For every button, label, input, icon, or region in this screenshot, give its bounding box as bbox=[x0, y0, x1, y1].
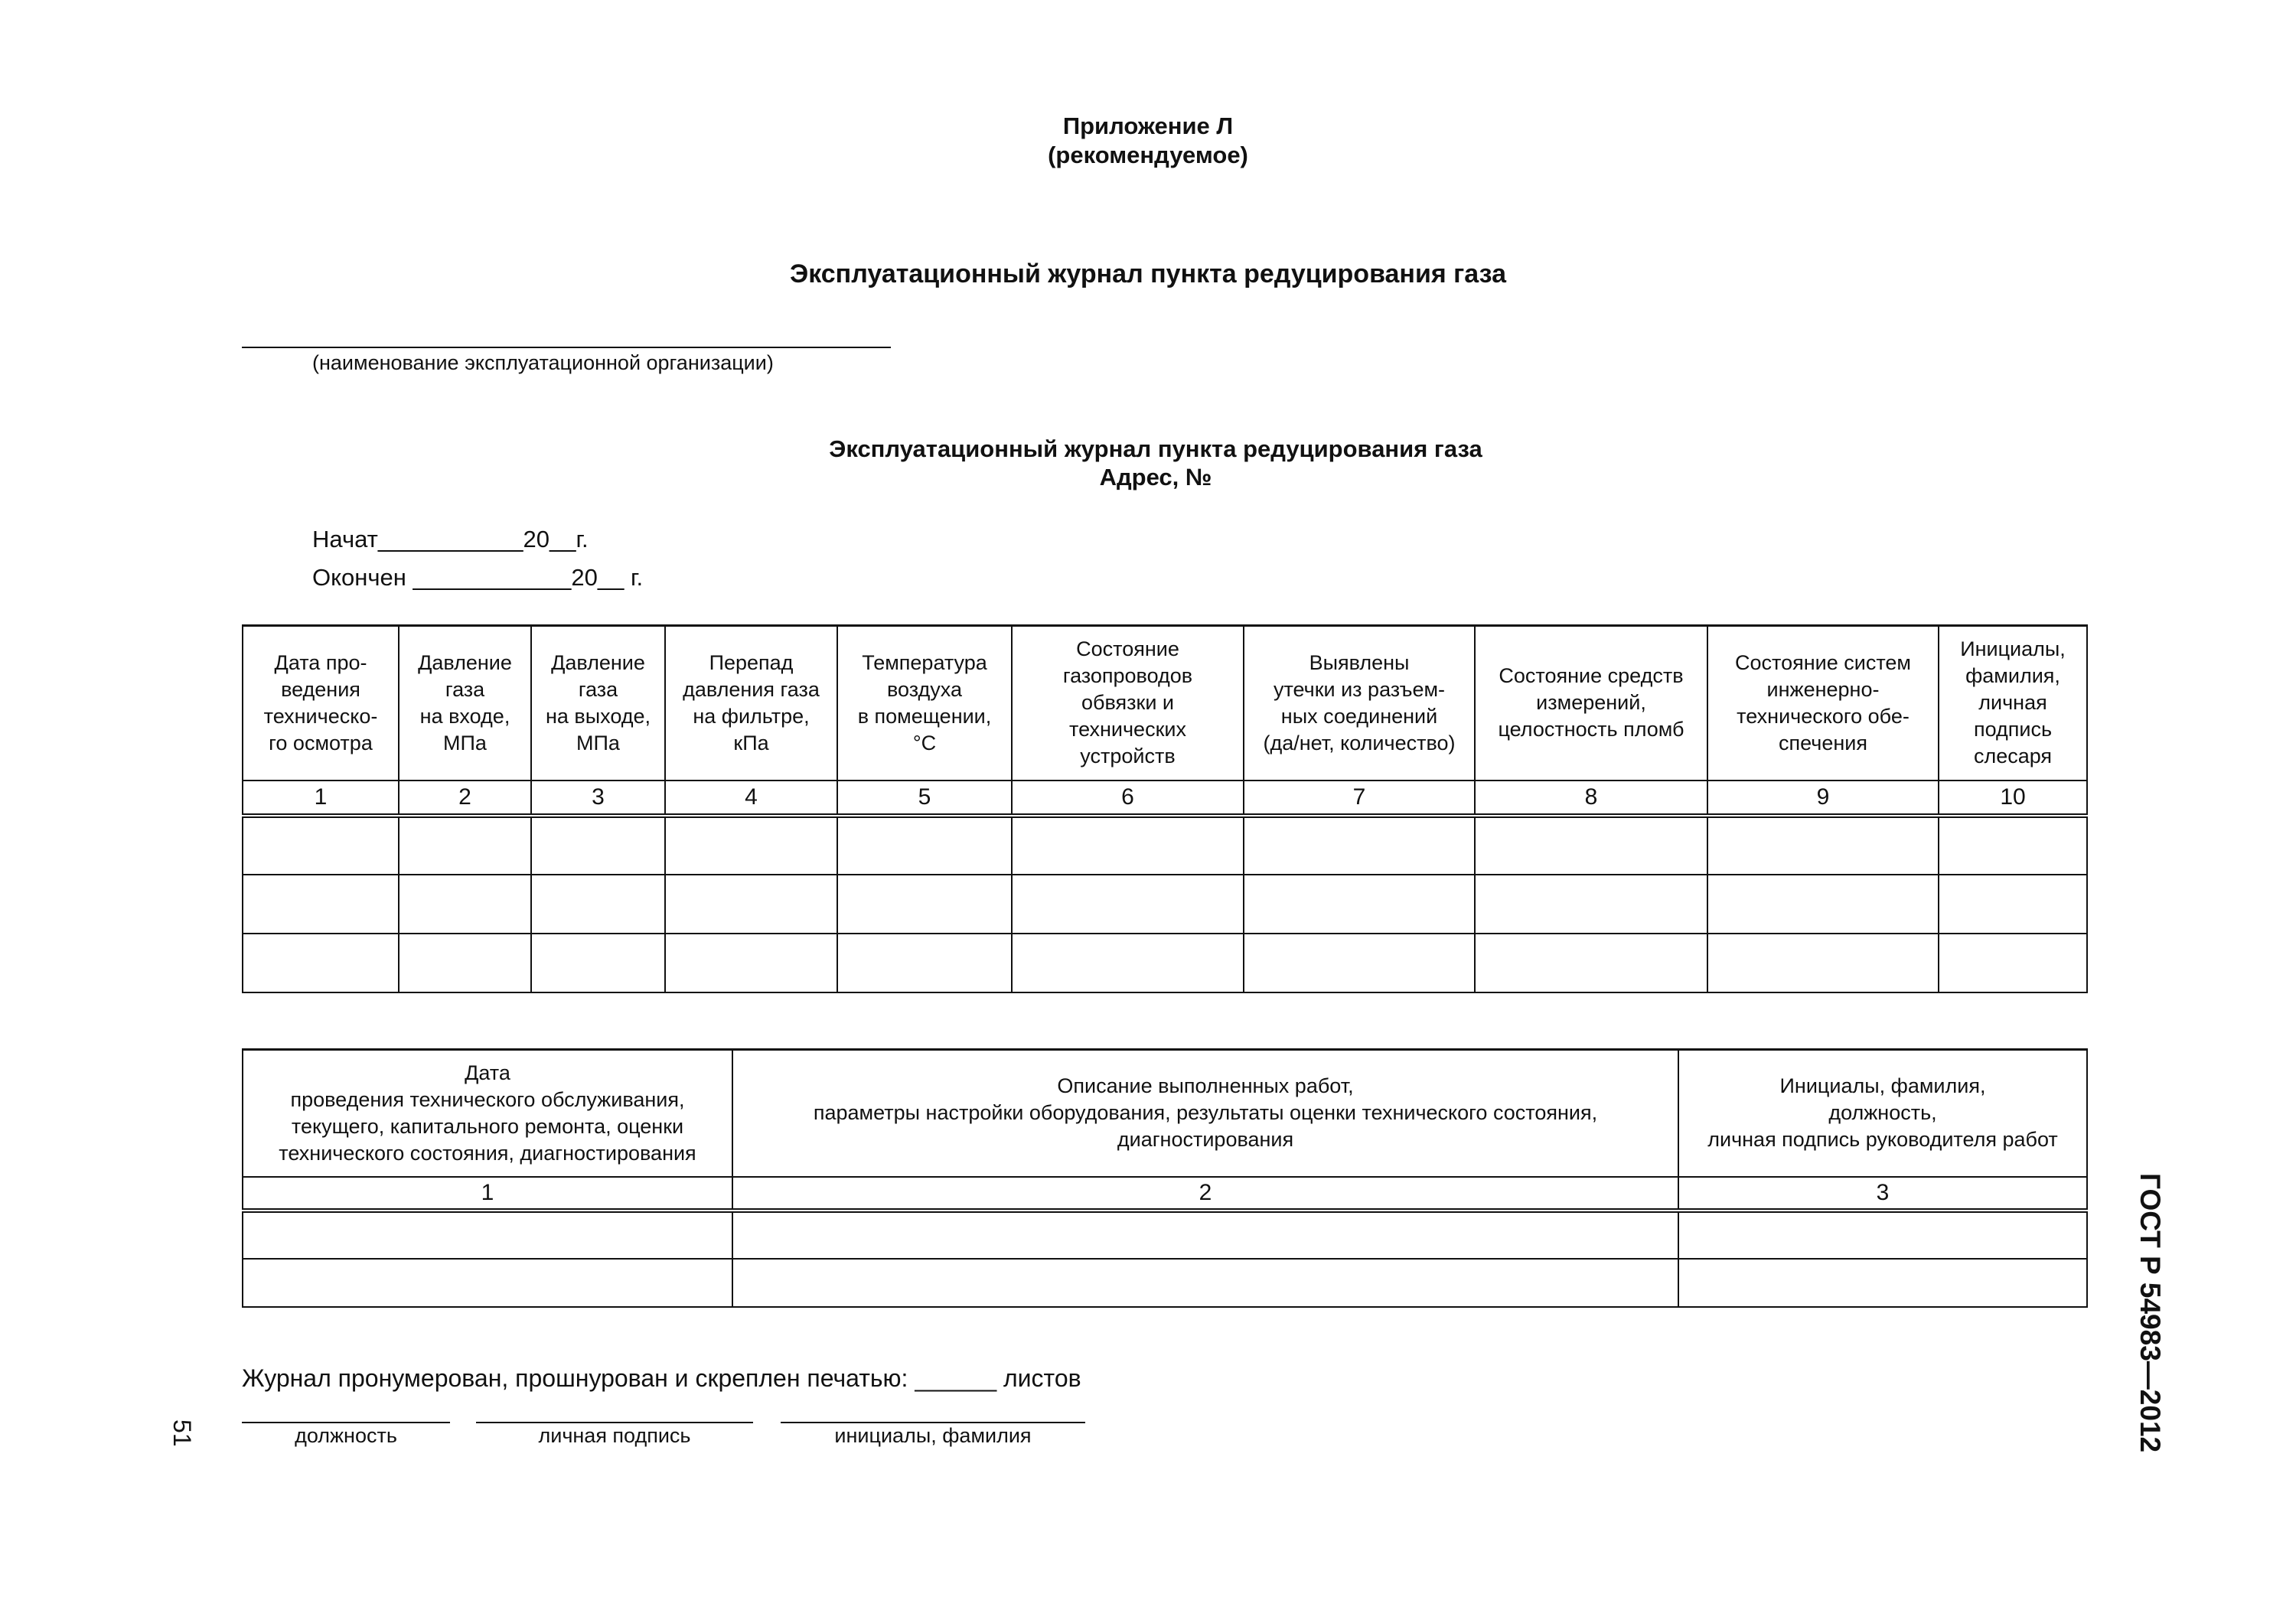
journal-address: Адрес, № bbox=[1099, 464, 1212, 490]
inspection-log-table bbox=[242, 624, 2088, 993]
header-work-description: Описание выполненных работ, параметры настройки оборудования, результаты оценки технического состояния, диагностирования bbox=[732, 1050, 1678, 1177]
table-cell[interactable] bbox=[1707, 875, 1939, 934]
header-engineering-systems: Состояние систем инженерно- технического обе- спечения bbox=[1707, 626, 1939, 781]
table-cell[interactable] bbox=[665, 934, 837, 992]
column-number: 7 bbox=[1244, 781, 1475, 816]
journal-heading bbox=[8, 435, 2296, 491]
table-cell[interactable] bbox=[399, 816, 531, 875]
table-cell[interactable] bbox=[837, 816, 1012, 875]
appendix-label: Приложение Л bbox=[1062, 112, 1234, 139]
table-cell[interactable] bbox=[837, 875, 1012, 934]
journal-started-line: Начат___________20__г. bbox=[312, 526, 589, 552]
table-cell[interactable] bbox=[243, 934, 399, 992]
appendix-heading bbox=[0, 112, 2296, 170]
column-number: 1 bbox=[243, 1177, 732, 1211]
signature-caption: личная подпись bbox=[538, 1424, 691, 1447]
organization-name-line bbox=[242, 347, 891, 348]
numbering-statement: Журнал пронумерован, прошнурован и скреплен печатью: ______ листов bbox=[242, 1364, 1081, 1392]
table-cell[interactable] bbox=[243, 816, 399, 875]
column-number: 3 bbox=[1678, 1177, 2087, 1211]
table-row bbox=[243, 1259, 2087, 1307]
position-caption: должность bbox=[295, 1424, 397, 1447]
table-cell[interactable] bbox=[1939, 816, 2087, 875]
header-pipeline-condition: Состояние газопроводов обвязки и технических устройств bbox=[1012, 626, 1244, 781]
column-number: 9 bbox=[1707, 781, 1939, 816]
table-cell[interactable] bbox=[665, 816, 837, 875]
column-number: 4 bbox=[665, 781, 837, 816]
column-number: 6 bbox=[1012, 781, 1244, 816]
column-number: 2 bbox=[399, 781, 531, 816]
table-cell[interactable] bbox=[243, 1259, 732, 1307]
column-number: 3 bbox=[531, 781, 665, 816]
table-cell[interactable] bbox=[243, 875, 399, 934]
table-cell[interactable] bbox=[531, 934, 665, 992]
table-cell[interactable] bbox=[1012, 816, 1244, 875]
table-cell[interactable] bbox=[1678, 1259, 2087, 1307]
position-signature-line[interactable] bbox=[242, 1422, 450, 1423]
column-number: 5 bbox=[837, 781, 1012, 816]
table-cell[interactable] bbox=[1475, 816, 1707, 875]
maintenance-log-table bbox=[242, 1048, 2088, 1308]
table-cell[interactable] bbox=[1475, 875, 1707, 934]
header-detected-leaks: Выявлены утечки из разъем- ных соединений (да/нет, количество) bbox=[1244, 626, 1475, 781]
personal-signature-line[interactable] bbox=[476, 1422, 753, 1423]
table-cell[interactable] bbox=[1012, 934, 1244, 992]
page-title: Эксплуатационный журнал пункта редуцирования газа bbox=[790, 259, 1506, 288]
table-cell[interactable] bbox=[665, 875, 837, 934]
table-cell[interactable] bbox=[1244, 934, 1475, 992]
header-measurement-condition: Состояние средств измерений, целостность пломб bbox=[1475, 626, 1707, 781]
header-room-temperature: Температура воздуха в помещении, °С bbox=[837, 626, 1012, 781]
table-cell[interactable] bbox=[1707, 816, 1939, 875]
table-cell[interactable] bbox=[1244, 816, 1475, 875]
standard-code: ГОСТ Р 54983—2012 bbox=[2135, 1173, 2166, 1453]
journal-finished-line: Окончен ____________20__ г. bbox=[312, 564, 644, 591]
table-cell[interactable] bbox=[1678, 1211, 2087, 1259]
table-cell[interactable] bbox=[732, 1259, 1678, 1307]
header-inlet-pressure: Давление газа на входе, МПа bbox=[399, 626, 531, 781]
table-cell[interactable] bbox=[1475, 934, 1707, 992]
table-cell[interactable] bbox=[1707, 934, 1939, 992]
table-cell[interactable] bbox=[243, 1211, 732, 1259]
table-cell[interactable] bbox=[1939, 934, 2087, 992]
table-row bbox=[243, 934, 2087, 992]
table-cell[interactable] bbox=[1012, 875, 1244, 934]
table-cell[interactable] bbox=[837, 934, 1012, 992]
table-cell[interactable] bbox=[531, 816, 665, 875]
table-header-row bbox=[243, 626, 2087, 781]
header-fitter-signature: Инициалы, фамилия, личная подпись слесаря bbox=[1939, 626, 2087, 781]
table-cell[interactable] bbox=[399, 875, 531, 934]
table-cell[interactable] bbox=[531, 875, 665, 934]
header-filter-pressure-drop: Перепад давления газа на фильтре, кПа bbox=[665, 626, 837, 781]
table-cell[interactable] bbox=[1244, 875, 1475, 934]
column-number-row bbox=[243, 1177, 2087, 1211]
column-number: 1 bbox=[243, 781, 399, 816]
header-outlet-pressure: Давление газа на выходе, МПа bbox=[531, 626, 665, 781]
table-cell[interactable] bbox=[399, 934, 531, 992]
header-inspection-date: Дата про- ведения техническо- го осмотра bbox=[243, 626, 399, 781]
appendix-status: (рекомендуемое) bbox=[1048, 142, 1248, 168]
name-signature-line[interactable] bbox=[781, 1422, 1085, 1423]
journal-title: Эксплуатационный журнал пункта редуцирования газа bbox=[829, 435, 1482, 462]
organization-caption: (наименование эксплуатационной организации) bbox=[312, 351, 774, 374]
column-number: 2 bbox=[732, 1177, 1678, 1211]
table-header-row bbox=[243, 1050, 2087, 1177]
column-number: 10 bbox=[1939, 781, 2087, 816]
table-row bbox=[243, 816, 2087, 875]
header-manager-signature: Инициалы, фамилия, должность, личная подпись руководителя работ bbox=[1678, 1050, 2087, 1177]
table-row bbox=[243, 1211, 2087, 1259]
name-caption: инициалы, фамилия bbox=[834, 1424, 1032, 1447]
table-row bbox=[243, 875, 2087, 934]
table-cell[interactable] bbox=[732, 1211, 1678, 1259]
column-number-row bbox=[243, 781, 2087, 816]
column-number: 8 bbox=[1475, 781, 1707, 816]
page-number: 51 bbox=[168, 1419, 196, 1447]
table-cell[interactable] bbox=[1939, 875, 2087, 934]
header-maintenance-date: Дата проведения технического обслуживания, текущего, капитального ремонта, оценки технического состояния, диагностирования bbox=[243, 1050, 732, 1177]
